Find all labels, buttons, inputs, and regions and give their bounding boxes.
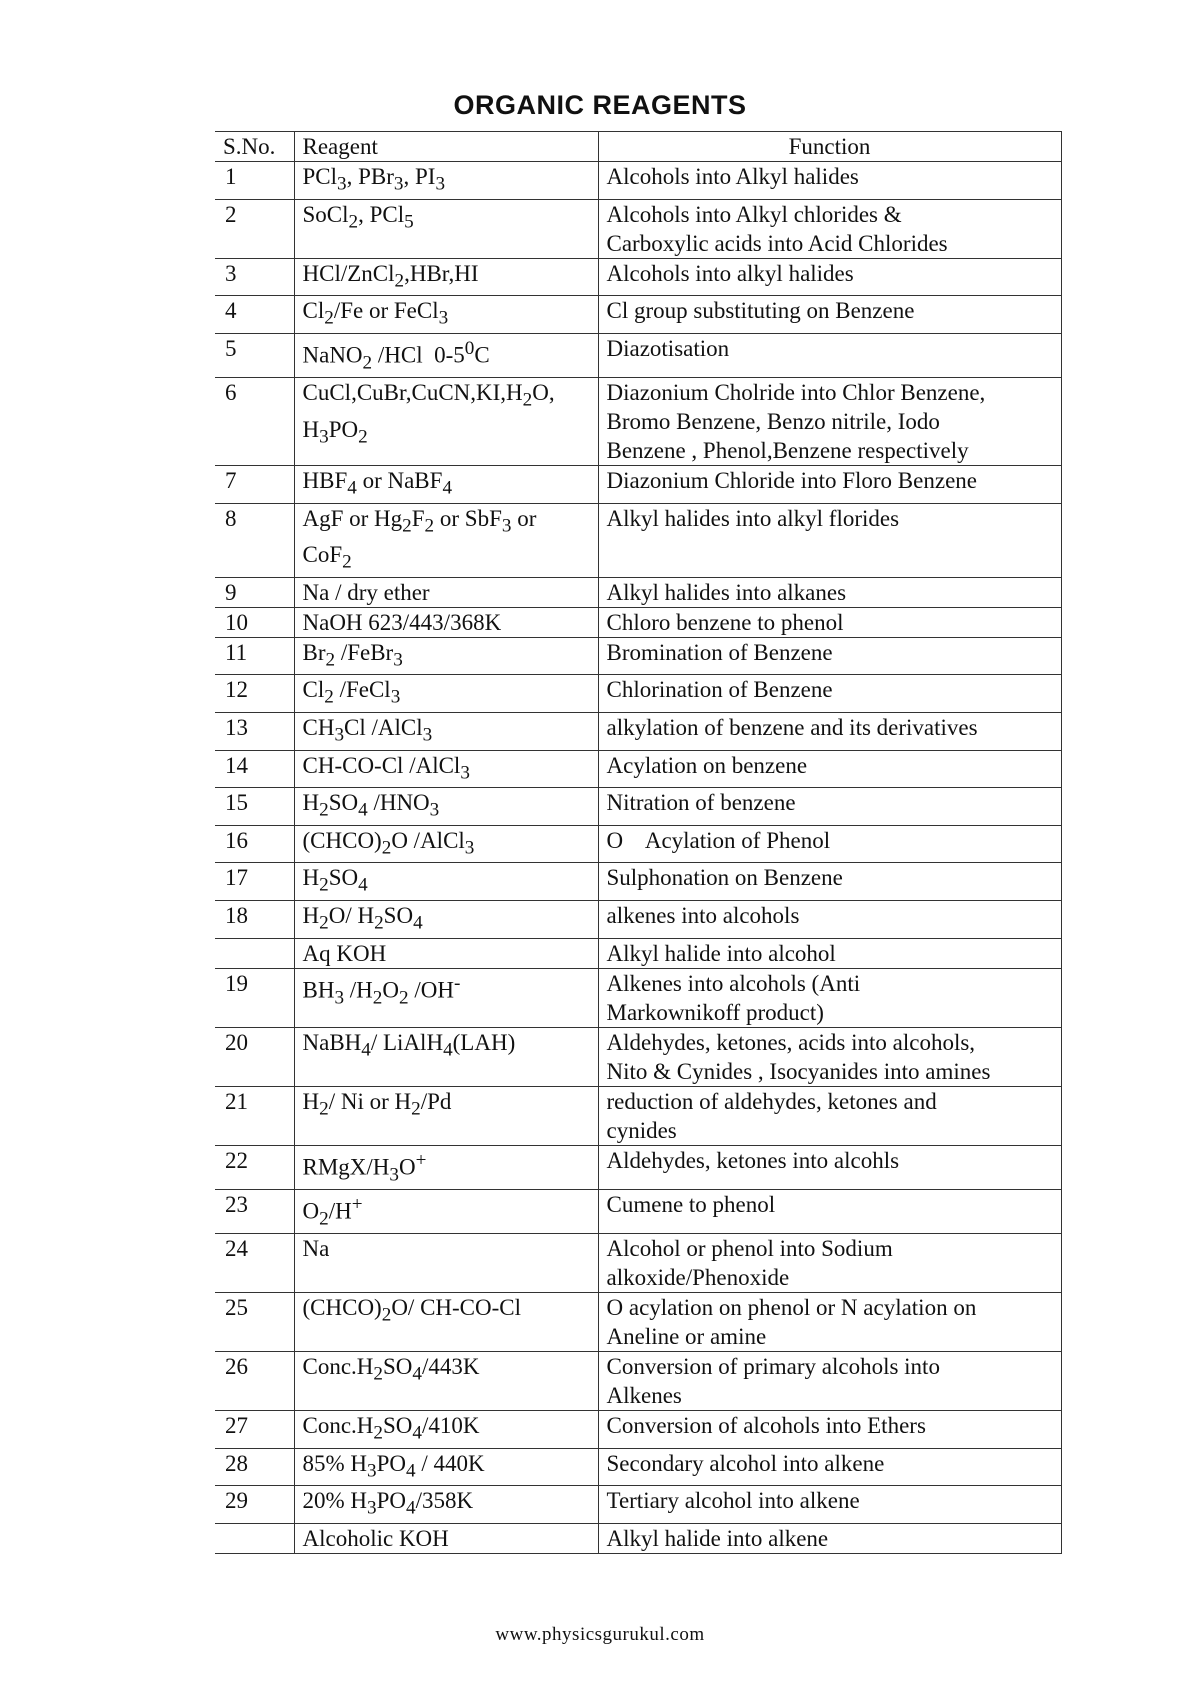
cell-function: Nitration of benzene bbox=[598, 788, 1061, 826]
cell-sno: 7 bbox=[215, 466, 294, 504]
cell-sno: 11 bbox=[215, 637, 294, 675]
table-row bbox=[215, 1234, 1061, 1293]
cell-reagent: AgF or $Hg_2F_2$ or SbF$_3$ or CoF$_2$ bbox=[294, 503, 598, 577]
cell-sno: 24 bbox=[215, 1234, 294, 1293]
cell-sno: 27 bbox=[215, 1411, 294, 1449]
cell-function: Alcohols into Alkyl chlorides & Carboxylic acids into Acid Chlorides bbox=[598, 199, 1061, 258]
table-row bbox=[215, 1486, 1061, 1524]
table-row bbox=[215, 788, 1061, 826]
cell-reagent: $CuCl,CuBr,CuCN,KI,H_2O$, $H_3PO_2$ bbox=[294, 378, 598, 466]
cell-sno: 19 bbox=[215, 968, 294, 1027]
table-row bbox=[215, 199, 1061, 258]
table-row bbox=[215, 900, 1061, 938]
cell-reagent: Na bbox=[294, 1234, 598, 1293]
cell-function: Conversion of primary alcohols into Alkenes bbox=[598, 1352, 1061, 1411]
cell-reagent: SoCl$_2$, PCl$_5$ bbox=[294, 199, 598, 258]
cell-reagent: $O_2/H^+$ bbox=[294, 1189, 598, 1233]
cell-function: O Acylation of Phenol bbox=[598, 825, 1061, 863]
cell-reagent: $Br_2$ /FeBr$_3$ bbox=[294, 637, 598, 675]
cell-function: Alcohols into alkyl halides bbox=[598, 258, 1061, 296]
table-row bbox=[215, 863, 1061, 901]
table-row bbox=[215, 1086, 1061, 1145]
cell-reagent: RMgX/$H_3O^+$ bbox=[294, 1145, 598, 1189]
cell-function: reduction of aldehydes, ketones and cynides bbox=[598, 1086, 1061, 1145]
cell-sno bbox=[215, 938, 294, 968]
table-row bbox=[215, 503, 1061, 577]
cell-reagent: 85% $H_3PO_4 / 440K$ bbox=[294, 1448, 598, 1486]
table-row bbox=[215, 825, 1061, 863]
cell-sno: 12 bbox=[215, 675, 294, 713]
cell-function: alkenes into alcohols bbox=[598, 900, 1061, 938]
table-row bbox=[215, 333, 1061, 377]
cell-sno: 20 bbox=[215, 1027, 294, 1086]
cell-reagent: $HBF_4$ or NaBF$_4$ bbox=[294, 466, 598, 504]
cell-reagent: Na / dry ether bbox=[294, 577, 598, 607]
cell-sno: 4 bbox=[215, 296, 294, 334]
cell-function: Acylation on benzene bbox=[598, 750, 1061, 788]
table-row bbox=[215, 1145, 1061, 1189]
table-row bbox=[215, 607, 1061, 637]
table-row bbox=[215, 1411, 1061, 1449]
cell-function: Alcohols into Alkyl halides bbox=[598, 162, 1061, 200]
cell-reagent: Aq KOH bbox=[294, 938, 598, 968]
cell-reagent: $Cl_2/Fe$ or FeCl$_3$ bbox=[294, 296, 598, 334]
table-row bbox=[215, 378, 1061, 466]
table-row bbox=[215, 1448, 1061, 1486]
cell-sno: 1 bbox=[215, 162, 294, 200]
cell-sno bbox=[215, 1523, 294, 1553]
cell-function: Chlorination of Benzene bbox=[598, 675, 1061, 713]
cell-function: Bromination of Benzene bbox=[598, 637, 1061, 675]
header-reagent: Reagent bbox=[294, 132, 598, 162]
cell-function: Chloro benzene to phenol bbox=[598, 607, 1061, 637]
cell-function: Tertiary alcohol into alkene bbox=[598, 1486, 1061, 1524]
table-row bbox=[215, 577, 1061, 607]
cell-reagent: $H_2/$ Ni or $H_2/Pd$ bbox=[294, 1086, 598, 1145]
cell-function: Conversion of alcohols into Ethers bbox=[598, 1411, 1061, 1449]
cell-reagent: $H_2O/$ $H_2SO_4$ bbox=[294, 900, 598, 938]
cell-sno: 3 bbox=[215, 258, 294, 296]
table-row bbox=[215, 466, 1061, 504]
cell-function: Alcohol or phenol into Sodium alkoxide/Phenoxide bbox=[598, 1234, 1061, 1293]
cell-sno: 15 bbox=[215, 788, 294, 826]
cell-sno: 28 bbox=[215, 1448, 294, 1486]
cell-function: Alkyl halides into alkyl florides bbox=[598, 503, 1061, 577]
cell-sno: 21 bbox=[215, 1086, 294, 1145]
cell-sno: 9 bbox=[215, 577, 294, 607]
cell-sno: 14 bbox=[215, 750, 294, 788]
table-row bbox=[215, 296, 1061, 334]
cell-sno: 17 bbox=[215, 863, 294, 901]
cell-function: Diazonium Cholride into Chlor Benzene, Bromo Benzene, Benzo nitrile, Iodo Benzene , Phenol,Benzene respectively bbox=[598, 378, 1061, 466]
cell-sno: 26 bbox=[215, 1352, 294, 1411]
cell-sno: 25 bbox=[215, 1293, 294, 1352]
cell-function: Alkenes into alcohols (Anti Markownikoff product) bbox=[598, 968, 1061, 1027]
cell-function: Diazonium Chloride into Floro Benzene bbox=[598, 466, 1061, 504]
cell-function: Alkyl halide into alkene bbox=[598, 1523, 1061, 1553]
cell-function: Cumene to phenol bbox=[598, 1189, 1061, 1233]
cell-sno: 29 bbox=[215, 1486, 294, 1524]
cell-sno: 10 bbox=[215, 607, 294, 637]
cell-sno: 22 bbox=[215, 1145, 294, 1189]
cell-sno: 2 bbox=[215, 199, 294, 258]
cell-sno: 16 bbox=[215, 825, 294, 863]
cell-function: Sulphonation on Benzene bbox=[598, 863, 1061, 901]
cell-reagent: 20% $H_3PO_4/358K$ bbox=[294, 1486, 598, 1524]
table-row bbox=[215, 968, 1061, 1027]
table-row bbox=[215, 938, 1061, 968]
table-row bbox=[215, 258, 1061, 296]
cell-reagent: NaOH 623/443/368K bbox=[294, 607, 598, 637]
table-row bbox=[215, 1189, 1061, 1233]
table-row bbox=[215, 675, 1061, 713]
table-row bbox=[215, 1027, 1061, 1086]
footer-url: www.physicsgurukul.com bbox=[495, 1624, 705, 1645]
cell-function: Cl group substituting on Benzene bbox=[598, 296, 1061, 334]
cell-reagent: Alcoholic KOH bbox=[294, 1523, 598, 1553]
cell-function: Aldehydes, ketones, acids into alcohols, Nito & Cynides , Isocyanides into amines bbox=[598, 1027, 1061, 1086]
cell-reagent: PCl$_3$, PBr$_3$, $PI_3$ bbox=[294, 162, 598, 200]
page-title: ORGANIC REAGENTS bbox=[453, 90, 747, 120]
cell-sno: 8 bbox=[215, 503, 294, 577]
cell-reagent: $(CHCO)_2O$ /AlCl$_3$ bbox=[294, 825, 598, 863]
cell-function: Diazotisation bbox=[598, 333, 1061, 377]
cell-reagent: $Conc.H_2SO_4/443K$ bbox=[294, 1352, 598, 1411]
cell-reagent: $Conc.H_2SO_4/410K$ bbox=[294, 1411, 598, 1449]
table-row bbox=[215, 1293, 1061, 1352]
cell-sno: 5 bbox=[215, 333, 294, 377]
cell-reagent: NaNO$_2$ /HCl $0-5^0C$ bbox=[294, 333, 598, 377]
table-row bbox=[215, 162, 1061, 200]
table-body bbox=[215, 162, 1061, 1554]
table-row bbox=[215, 750, 1061, 788]
cell-function: alkylation of benzene and its derivatives bbox=[598, 713, 1061, 751]
cell-reagent: CH-CO-Cl /AlCl$_3$ bbox=[294, 750, 598, 788]
cell-sno: 6 bbox=[215, 378, 294, 466]
cell-reagent: HCl/ZnCl$_2$,HBr,HI bbox=[294, 258, 598, 296]
reagents-table bbox=[215, 131, 1062, 1554]
cell-reagent: $H_2SO_4$ $/HNO_3$ bbox=[294, 788, 598, 826]
cell-function: Aldehydes, ketones into alcohls bbox=[598, 1145, 1061, 1189]
cell-reagent: $H_2SO_4$ bbox=[294, 863, 598, 901]
table-row bbox=[215, 637, 1061, 675]
cell-sno: 18 bbox=[215, 900, 294, 938]
cell-reagent: $Cl_2$ /FeCl$_3$ bbox=[294, 675, 598, 713]
cell-reagent: $CH_3Cl$ /AlCl$_3$ bbox=[294, 713, 598, 751]
table-row bbox=[215, 1352, 1061, 1411]
cell-reagent: $BH_3$ $/H_2O_2$ /OH- bbox=[294, 968, 598, 1027]
header-sno: S.No. bbox=[215, 132, 294, 162]
cell-function: Alkyl halide into alcohol bbox=[598, 938, 1061, 968]
cell-function: O acylation on phenol or N acylation on Aneline or amine bbox=[598, 1293, 1061, 1352]
cell-reagent: NaBH$_4$/ LiAlH$_4$(LAH) bbox=[294, 1027, 598, 1086]
cell-sno: 13 bbox=[215, 713, 294, 751]
cell-function: Secondary alcohol into alkene bbox=[598, 1448, 1061, 1486]
table-row bbox=[215, 713, 1061, 751]
table-row bbox=[215, 1523, 1061, 1553]
table-header-row bbox=[215, 132, 1061, 162]
header-function: Function bbox=[598, 132, 1061, 162]
cell-sno: 23 bbox=[215, 1189, 294, 1233]
cell-function: Alkyl halides into alkanes bbox=[598, 577, 1061, 607]
cell-reagent: $(CHCO)_2O/$ CH-CO-Cl bbox=[294, 1293, 598, 1352]
